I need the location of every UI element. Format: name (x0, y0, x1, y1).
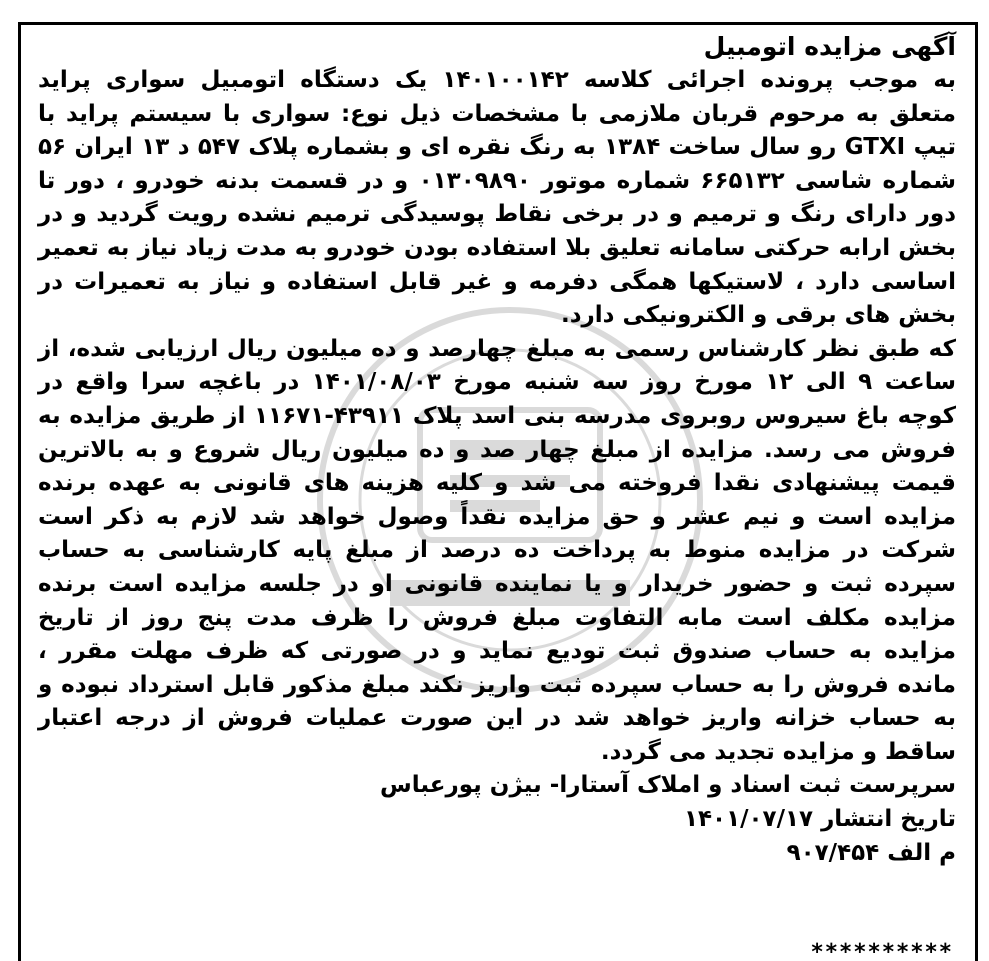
notice-title: آگهی مزایده اتومبیل (703, 32, 956, 61)
reference-number-line: م الف ۹۰۷/۴۵۴ (786, 839, 956, 866)
publish-date-line: تاریخ انتشار ۱۴۰۱/۰۷/۱۷ (683, 806, 956, 833)
vehicle-description-paragraph: به موجب پرونده اجرائی کلاسه ۱۴۰۱۰۰۱۴۲ یک دستگاه اتومبیل سواری پراید متعلق به مرحوم قربان ملازمی با مشخصات ذیل نوع: سواری با سیستم پراید با تیپ GTXI رو سال ساخت ۱۳۸۴ به رنگ نقره ای و بشماره پلاک ۵۴۷ د ۱۳ ایران ۵۶ شماره شاسی ۶۶۵۱۳۲ شماره موتور ۰۱۳۰۹۸۹۰ و در قسمت بدنه خودرو ، دور تا دور دارای رنگ و ترمیم و در برخی نقاط پوسیدگی ترمیم نشده رویت گردید و در بخش ارابه حرکتی سامانه تعلیق بلا استفاده بودن خودرو به مدت زیاد نیاز به تعمیر اساسی دارد ، لاستیکها همگی دفرمه و غیر قابل استفاده و نیاز به تعمیرات در بخش های برقی و الکترونیکی دارد. (38, 67, 956, 329)
asterisk-divider: ********** (810, 940, 953, 961)
signature-line: سرپرست ثبت اسناد و املاک آستارا- بیژن پورعباس (380, 772, 956, 799)
notice-content (38, 30, 956, 870)
auction-terms-paragraph: که طبق نظر کارشناس رسمی به مبلغ چهارصد و ده میلیون ریال ارزیابی شده، از ساعت ۹ الی ۱۲ مورخ روز سه شنبه مورخ ۱۴۰۱/۰۸/۰۳ در باغچه سرا واقع در کوچه باغ سیروس روبروی مدرسه بنی اسد پلاک ۴۳۹۱۱-۱۱۶۷۱ از طریق مزایده به فروش می رسد. مزایده از مبلغ چهار صد و ده میلیون ریال شروع و به بالاترین قیمت پیشنهادی نقدا فروخته می شد و کلیه هزینه های قانونی به عهده برنده مزایده است و نیم عشر و حق مزایده نقداً وصول خواهد شد لازم به ذکر است شرکت در مزایده منوط به پرداخت ده درصد از مبلغ پایه کارشناسی به حساب سپرده ثبت و حضور خریدار و یا نماینده قانونی او در جلسه مزایده است برنده مزایده مکلف است مابه التفاوت مبلغ فروش را ظرف مدت پنج روز از تاریخ مزایده به حساب صندوق ثبت تودیع نماید و در صورتی که ظرف مهلت مقرر ، مانده فروش را به حساب سپرده ثبت واریز نکند مبلغ مذکور قابل استرداد نبوده و به حساب خزانه واریز خواهد شد در این صورت عملیات فروش از درجه اعتبار ساقط و مزایده تجدید می گردد. (38, 335, 957, 765)
